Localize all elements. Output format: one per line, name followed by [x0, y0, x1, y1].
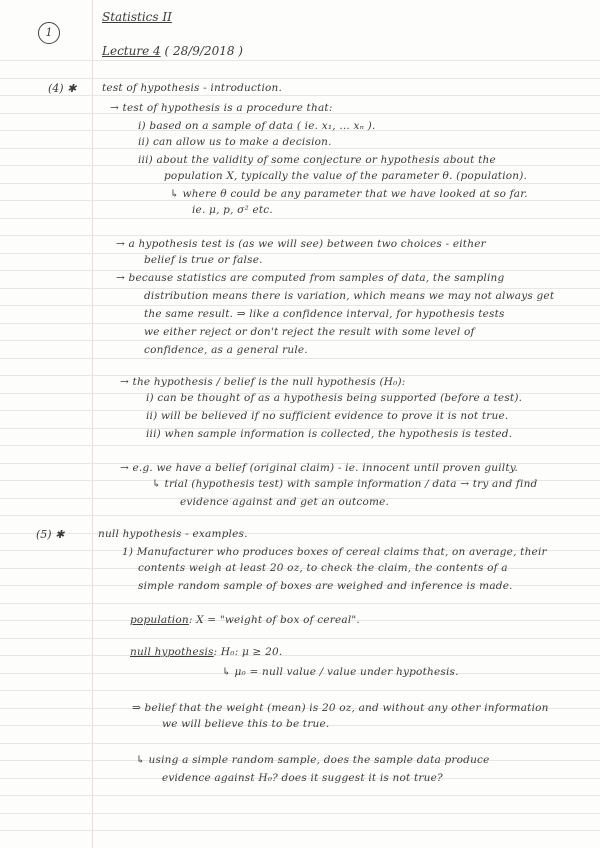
null-hypothesis-text: : H₀: μ ≥ 20. [213, 646, 283, 658]
text-line: i) can be thought of as a hypothesis being supported (before a test). [146, 392, 523, 404]
text-line: → e.g. we have a belief (original claim) - ie. innocent until proven guilty. [120, 462, 519, 474]
ruled-line [0, 358, 600, 359]
population-text: : X = "weight of box of cereal". [188, 614, 360, 626]
ruled-line [0, 515, 600, 516]
text-line: → test of hypothesis is a procedure that: [110, 102, 333, 114]
population-label: population [130, 614, 189, 626]
text-line: confidence, as a general rule. [144, 344, 308, 356]
section-4-heading: test of hypothesis - introduction. [102, 82, 283, 94]
ruled-line [0, 830, 600, 831]
ruled-line [0, 218, 600, 219]
text-line: iii) about the validity of some conjecture or hypothesis about the [138, 154, 496, 166]
ruled-line [0, 270, 600, 271]
ruled-line [0, 743, 600, 744]
text-line: ii) will be believed if no sufficient evidence to prove it is not true. [146, 410, 509, 422]
text-line: population X, typically the value of the parameter θ. (population). [164, 170, 528, 182]
section-5-heading: null hypothesis - examples. [98, 528, 248, 540]
text-line: ii) can allow us to make a decision. [138, 136, 332, 148]
text-line: we either reject or don't reject the result with some level of [144, 326, 475, 338]
text-line: evidence against H₀? does it suggest it is not true? [162, 772, 443, 784]
ruled-line [0, 638, 600, 639]
text-line: → the hypothesis / belief is the null hypothesis (H₀): [120, 376, 406, 388]
population-line [130, 614, 360, 626]
margin-line [92, 0, 93, 848]
section-4-marker: (4) ✱ [48, 82, 77, 95]
ruled-line [0, 340, 600, 341]
ruled-line [0, 655, 600, 656]
ruled-line [0, 253, 600, 254]
ruled-line [0, 603, 600, 604]
section-5-marker: (5) ✱ [36, 528, 65, 541]
text-line: iii) when sample information is collected, the hypothesis is tested. [146, 428, 513, 440]
ruled-line [0, 813, 600, 814]
ruled-line [0, 95, 600, 96]
text-line: ie. μ, p, σ² etc. [192, 204, 273, 216]
ruled-line [0, 200, 600, 201]
course-title: Statistics II [102, 10, 172, 24]
page-number: 1 [38, 22, 60, 44]
null-hypothesis-line [130, 646, 282, 658]
ruled-line [0, 288, 600, 289]
text-line: we will believe this to be true. [162, 718, 330, 730]
ruled-line [0, 183, 600, 184]
text-line: belief is true or false. [144, 254, 263, 266]
text-line: ↳ using a simple random sample, does the sample data produce [136, 754, 490, 766]
ruled-line [0, 305, 600, 306]
ruled-line [0, 60, 600, 61]
ruled-line [0, 78, 600, 79]
lecture-date: ( 28/9/2018 ) [164, 44, 243, 58]
text-line: the same result. ⇒ like a confidence interval, for hypothesis tests [144, 308, 505, 320]
text-line: → because statistics are computed from samples of data, the sampling [116, 272, 505, 284]
text-line: simple random sample of boxes are weighed and inference is made. [138, 580, 513, 592]
null-hypothesis-label: null hypothesis [130, 646, 214, 658]
ruled-line [0, 445, 600, 446]
text-line: distribution means there is variation, which means we may not always get [144, 290, 555, 302]
ruled-line [0, 533, 600, 534]
text-line: ↳ trial (hypothesis test) with sample information / data → try and find [152, 478, 538, 490]
ruled-line [0, 323, 600, 324]
text-line: i) based on a sample of data ( ie. x₁, ... xₙ ). [138, 120, 376, 132]
ruled-line [0, 148, 600, 149]
text-line: ↳ μ₀ = null value / value under hypothesis. [222, 666, 459, 678]
text-line: 1) Manufacturer who produces boxes of cereal claims that, on average, their [122, 546, 547, 558]
ruled-line [0, 795, 600, 796]
text-line: ↳ where θ could be any parameter that we have looked at so far. [170, 188, 528, 200]
lecture-label: Lecture 4 [102, 44, 161, 58]
text-line: → a hypothesis test is (as we will see) between two choices - either [116, 238, 486, 250]
text-line: contents weigh at least 20 oz, to check the claim, the contents of a [138, 562, 508, 574]
text-line: evidence against and get an outcome. [180, 496, 390, 508]
ruled-line [0, 690, 600, 691]
lecture-heading [102, 44, 243, 58]
ruled-line [0, 235, 600, 236]
text-line: ⇒ belief that the weight (mean) is 20 oz, and without any other information [132, 702, 549, 714]
